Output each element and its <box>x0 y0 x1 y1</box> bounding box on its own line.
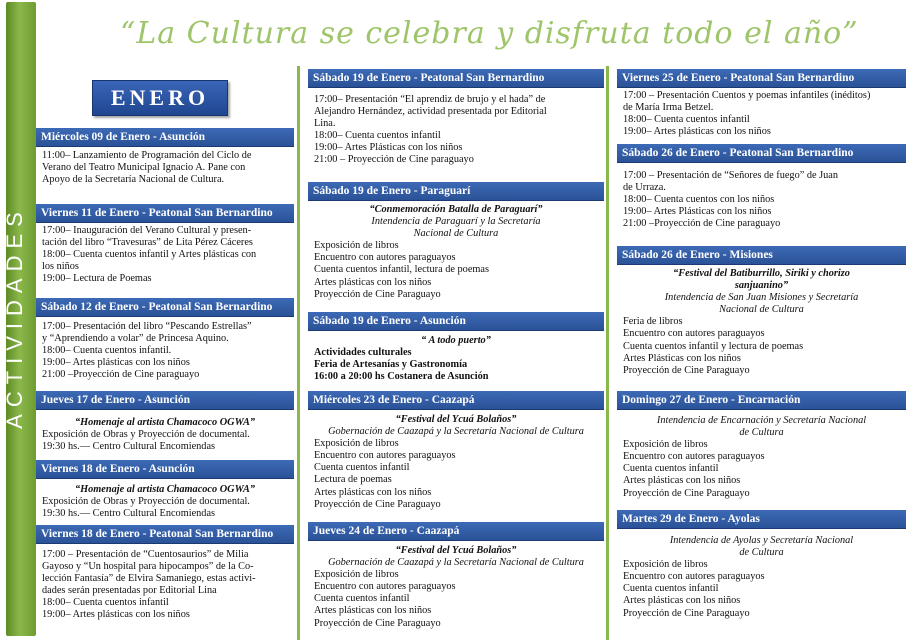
event-line: Actividades culturales <box>314 347 412 359</box>
event-block <box>617 144 906 230</box>
event-line: Encuentro con autores paraguayos <box>314 581 456 593</box>
event-line: 19:00– Artes plásticas con los niños <box>42 609 190 621</box>
event-line: Exposición de Obras y Proyección de documental. <box>42 429 250 441</box>
event-line: Intendencia de Paraguarí y la Secretaría <box>371 216 541 228</box>
event-line: Proyección de Cine Paraguayo <box>623 364 750 376</box>
event-line: Cuenta cuentos infantil <box>314 462 410 474</box>
event-line: Cuenta cuentos infantil <box>623 463 719 475</box>
event-line: 19:30 hs.— Centro Cultural Encomiendas <box>42 508 216 520</box>
event-line: 16:00 a 20:00 hs Costanera de Asunción <box>314 371 489 383</box>
event-line: Exposición de libros <box>623 559 708 571</box>
event-line: de Cultura <box>739 547 784 559</box>
event-title: Miércoles 09 de Enero - Asunción <box>36 128 294 147</box>
event-line: Intendencia de Encarnación y Secretaría Nacional <box>656 415 867 426</box>
event-line: 17:00 – Presentación de “Señores de fuego” de Juan <box>623 170 839 181</box>
column-divider <box>297 66 300 640</box>
event-line: Cuenta cuentos infantil <box>623 583 719 595</box>
side-label: ACTIVIDADES <box>2 205 27 429</box>
event-line: Encuentro con autores paraguayos <box>314 450 456 462</box>
event-line: 17:00– Presentación del libro “Pescando Estrellas” <box>42 321 252 332</box>
event-title: Viernes 18 de Enero - Asunción <box>36 460 294 479</box>
event-line: Gobernación de Caazapá y la Secretaría Nacional de Cultura <box>328 557 584 569</box>
event-line: 18:00– Cuenta cuentos infantil. <box>42 345 172 357</box>
headline: “La Cultura se celebra y disfruta todo el año” <box>120 16 859 51</box>
event-title: Jueves 17 de Enero - Asunción <box>36 391 294 410</box>
event-line: Exposición de libros <box>314 569 399 581</box>
event-line: Gayoso y “Un hospital para hipocampos” de la Co- <box>42 561 254 573</box>
month-label: ENERO <box>110 85 210 110</box>
event-line: Artes plásticas con los niños <box>623 475 741 487</box>
event-block <box>308 312 604 383</box>
event-line: dades serán presentadas por Editorial Lina <box>42 585 217 597</box>
event-line: Artes plásticas con los niños <box>623 595 741 607</box>
event-line: Encuentro con autores paraguayos <box>623 571 765 583</box>
event-line: 21:00 –Proyección de Cine paraguayo <box>623 218 781 230</box>
event-line: 17:00– Presentación “El aprendiz de brujo y el hada” de <box>314 94 546 105</box>
event-line: Verano del Teatro Municipal Ignacio A. Pane con <box>42 162 246 174</box>
event-title: Martes 29 de Enero - Ayolas <box>617 510 906 529</box>
event-line: 18:00– Cuenta cuentos infantil y Artes plásticas con <box>42 249 257 261</box>
event-line: Nacional de Cultura <box>719 304 804 316</box>
event-line: Intendencia de Ayolas y Secretaría Nacional <box>669 535 854 546</box>
event-line: Proyección de Cine Paraguayo <box>623 487 750 499</box>
event-line: lección Fantasía” de Elvira Samaniego, estas activi- <box>42 573 256 585</box>
event-line: los niños <box>42 261 79 273</box>
event-line: 19:00– Artes Plásticas con los niños <box>623 206 772 218</box>
event-title: Sábado 19 de Enero - Asunción <box>308 312 604 331</box>
event-line: 17:00– Inauguración del Verano Cultural y presen- <box>42 225 252 236</box>
event-block <box>36 128 294 186</box>
event-line: Feria de libros <box>623 316 683 328</box>
event-line: Artes plásticas con los niños <box>314 486 432 498</box>
event-title: Domingo 27 de Enero - Encarnación <box>617 391 906 410</box>
event-line: 17:00 – Presentación de “Cuentosaurios” de Milia <box>42 549 249 560</box>
event-line: Nacional de Cultura <box>413 228 499 240</box>
event-line: Exposición de libros <box>623 439 708 451</box>
event-title: Sábado 12 de Enero - Peatonal San Bernardino <box>36 298 294 317</box>
event-line: Intendencia de San Juan Misiones y Secretaría <box>664 292 859 304</box>
event-line: 19:30 hs.— Centro Cultural Encomiendas <box>42 441 216 453</box>
event-line: 21:00 –Proyección de Cine paraguayo <box>42 369 200 381</box>
event-line: 18:00– Cuenta cuentos infantil <box>314 130 441 142</box>
event-line: de María Irma Betzel. <box>623 102 714 114</box>
event-title: Miércoles 23 de Enero - Caazapá <box>308 391 604 410</box>
event-line: 19:00– Lectura de Poemas <box>42 273 152 285</box>
event-title: Sábado 19 de Enero - Peatonal San Bernardino <box>308 69 604 88</box>
event-line: 11:00– Lanzamiento de Programación del Ciclo de <box>42 150 252 161</box>
event-line: Artes Plásticas con los niños <box>623 352 741 364</box>
event-line: de Urraza. <box>623 182 666 194</box>
event-line: Exposición de libros <box>314 438 399 450</box>
event-line: Proyección de Cine Paraguayo <box>314 498 441 510</box>
column-divider <box>606 66 609 640</box>
event-title: Jueves 24 de Enero - Caazapá <box>308 522 604 541</box>
event-line: “Conmemoración Batalla de Paraguarí” <box>369 204 543 215</box>
event-block <box>308 522 604 630</box>
month-box <box>92 80 228 116</box>
event-line: Proyección de Cine Paraguayo <box>314 617 441 629</box>
event-line: Alejandro Hernández, actividad presentada por Editorial <box>314 106 547 118</box>
event-line: Cuenta cuentos infantil, lectura de poemas <box>314 264 489 276</box>
event-line: “Festival del Ycuá Bolaños” <box>395 414 517 425</box>
event-line: Artes plásticas con los niños <box>314 605 432 617</box>
event-block <box>36 525 294 622</box>
event-line: Encuentro con autores paraguayos <box>623 451 765 463</box>
event-line: Encuentro con autores paraguayos <box>314 252 456 264</box>
event-line: “Festival del Batiburrillo, Siriki y chorizo <box>673 268 850 279</box>
event-block <box>308 391 604 511</box>
event-line: de Cultura <box>739 427 784 439</box>
event-line: “Homenaje al artista Chamacoco OGWA” <box>74 484 255 495</box>
event-title: Viernes 18 de Enero - Peatonal San Bernardino <box>36 525 294 544</box>
event-line: Lina. <box>314 118 336 130</box>
event-line: Cuenta cuentos infantil y lectura de poemas <box>623 340 804 352</box>
event-line: 18:00– Cuenta cuentos infantil <box>623 114 750 126</box>
event-line: “ A todo puerto” <box>421 335 491 346</box>
event-line: Apoyo de la Secretaría Nacional de Cultura. <box>42 174 225 186</box>
event-line: Cuenta cuentos infantil <box>314 593 410 605</box>
event-block <box>36 391 294 453</box>
event-line: 19:00– Artes plásticas con los niños <box>42 357 190 369</box>
event-line: Gobernación de Caazapá y la Secretaría Nacional de Cultura <box>328 426 584 438</box>
event-title: Sábado 26 de Enero - Misiones <box>617 246 906 265</box>
event-line: y “Aprendiendo a volar” de Princesa Aquino. <box>42 333 229 345</box>
event-line: Artes plásticas con los niños <box>314 276 432 288</box>
event-title: Sábado 19 de Enero - Paraguarí <box>308 182 604 201</box>
event-title: Viernes 11 de Enero - Peatonal San Bernardino <box>36 204 294 223</box>
event-line: Encuentro con autores paraguayos <box>623 328 765 340</box>
event-block <box>308 69 604 167</box>
event-line: Proyección de Cine Paraguayo <box>314 288 441 300</box>
event-line: tación del libro “Travesuras” de Lita Pérez Cáceres <box>42 237 253 249</box>
event-block <box>36 204 294 285</box>
event-line: 19:00– Artes plásticas con los niños <box>623 126 771 138</box>
event-line: 18:00– Cuenta cuentos con los niños <box>623 194 775 206</box>
event-line: 21:00 – Proyección de Cine paraguayo <box>314 154 474 166</box>
event-block <box>308 182 604 301</box>
event-line: 17:00 – Presentación Cuentos y poemas infantiles (inéditos) <box>623 90 871 101</box>
event-block <box>617 69 906 138</box>
event-line: “Homenaje al artista Chamacoco OGWA” <box>74 417 255 428</box>
event-block <box>36 298 294 381</box>
event-line: Exposición de Obras y Proyección de documental. <box>42 496 250 508</box>
event-block <box>36 460 294 520</box>
event-line: Exposición de libros <box>314 240 399 252</box>
event-block <box>617 391 906 500</box>
event-line: Feria de Artesanías y Gastronomía <box>314 359 468 371</box>
event-title: Viernes 25 de Enero - Peatonal San Bernardino <box>617 69 906 88</box>
event-line: “Festival del Ycuá Bolaños” <box>395 545 517 556</box>
event-line: sanjuanino” <box>734 280 789 292</box>
event-block <box>617 246 906 377</box>
event-line: Proyección de Cine Paraguayo <box>623 607 750 619</box>
event-line: 18:00– Cuenta cuentos infantil <box>42 597 169 609</box>
event-title: Sábado 26 de Enero - Peatonal San Bernardino <box>617 144 906 163</box>
event-line: 19:00– Artes Plásticas con los niños <box>314 142 463 154</box>
event-block <box>617 510 906 620</box>
event-line: Lectura de poemas <box>314 474 392 486</box>
